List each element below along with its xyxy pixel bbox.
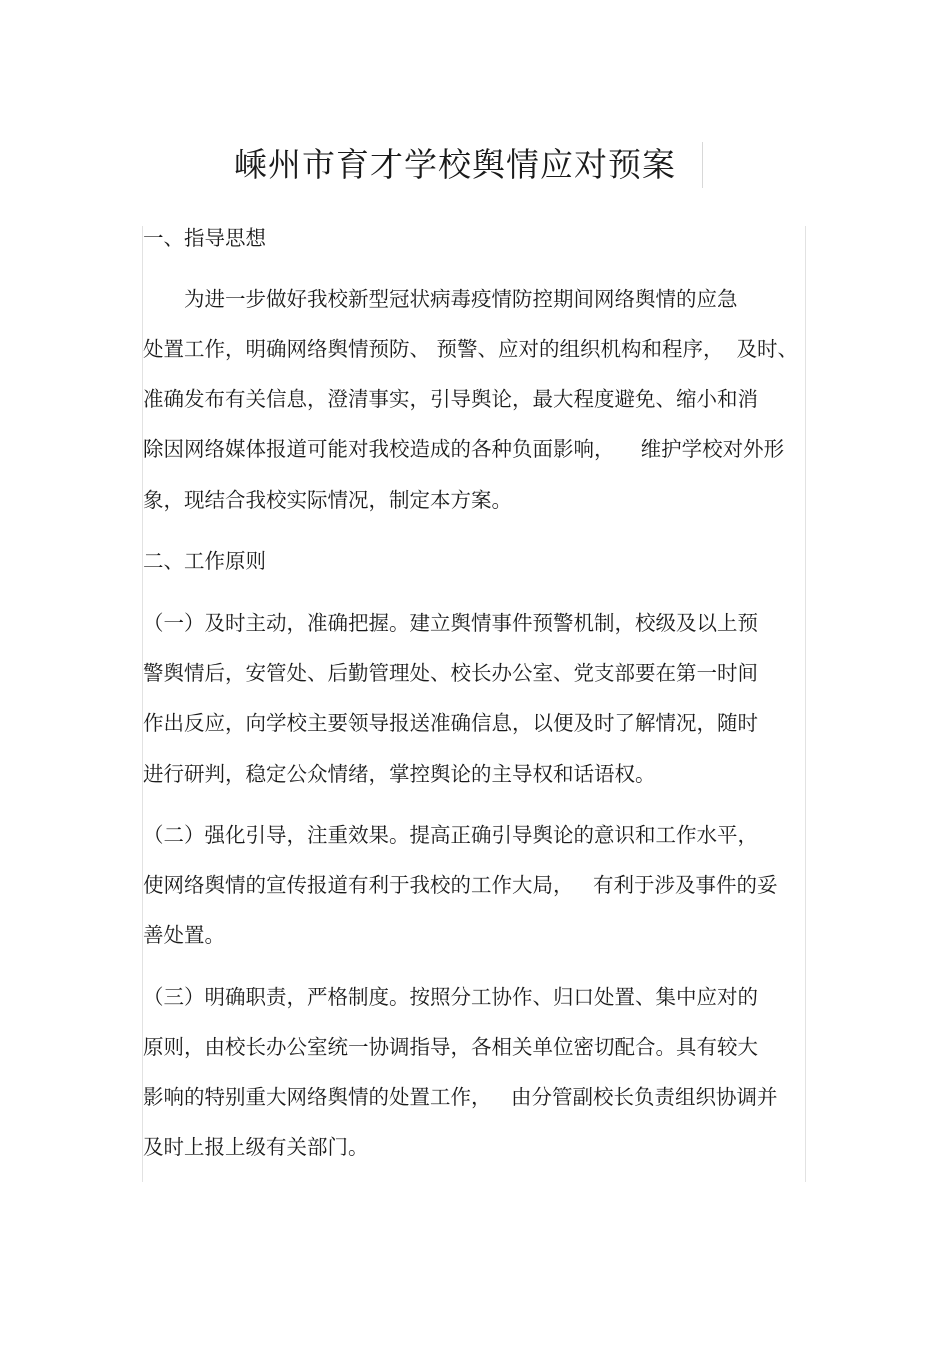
section-heading-guiding-thought: 一、指导思想 [143, 226, 266, 250]
paragraph-line: 为进一步做好我校新型冠状病毒疫情防控期间网络舆情的应急 [143, 287, 738, 311]
paragraph-line: 进行研判，稳定公众情绪，掌控舆论的主导权和话语权。 [143, 762, 656, 786]
document-title: 嵊州市育才学校舆情应对预案 [234, 145, 676, 184]
paragraph-line: 准确发布有关信息，澄清事实，引导舆论，最大程度避免、缩小和消 [143, 387, 758, 411]
paragraph-line: （二）强化引导，注重效果。提高正确引导舆论的意识和工作水平， [143, 823, 758, 847]
paragraph-line: 处置工作，明确网络舆情预防、 预警、应对的组织机构和程序， 及时、 [143, 337, 799, 361]
paragraph-line: 影响的特别重大网络舆情的处置工作， 由分管副校长负责组织协调并 [143, 1085, 778, 1109]
paragraph-line: 警舆情后，安管处、后勤管理处、校长办公室、党支部要在第一时间 [143, 661, 758, 685]
paragraph-line: 除因网络媒体报道可能对我校造成的各种负面影响， 维护学校对外形 [143, 437, 785, 461]
paragraph-line: 及时上报上级有关部门。 [143, 1135, 369, 1159]
title-divider [702, 142, 703, 188]
section-heading-work-principles: 二、工作原则 [143, 549, 266, 573]
paragraph-line: 使网络舆情的宣传报道有利于我校的工作大局， 有利于涉及事件的妥 [143, 873, 778, 897]
paragraph-line: 善处置。 [143, 923, 225, 947]
paragraph-line: （三）明确职责，严格制度。按照分工协作、归口处置、集中应对的 [143, 985, 758, 1009]
paragraph-line: 原则，由校长办公室统一协调指导，各相关单位密切配合。具有较大 [143, 1035, 758, 1059]
paragraph-line: 象，现结合我校实际情况，制定本方案。 [143, 488, 512, 512]
paragraph-line: 作出反应，向学校主要领导报送准确信息，以便及时了解情况，随时 [143, 711, 758, 735]
paragraph-line: （一）及时主动，准确把握。建立舆情事件预警机制，校级及以上预 [143, 611, 758, 635]
page-frame-right-rule [805, 226, 806, 1182]
